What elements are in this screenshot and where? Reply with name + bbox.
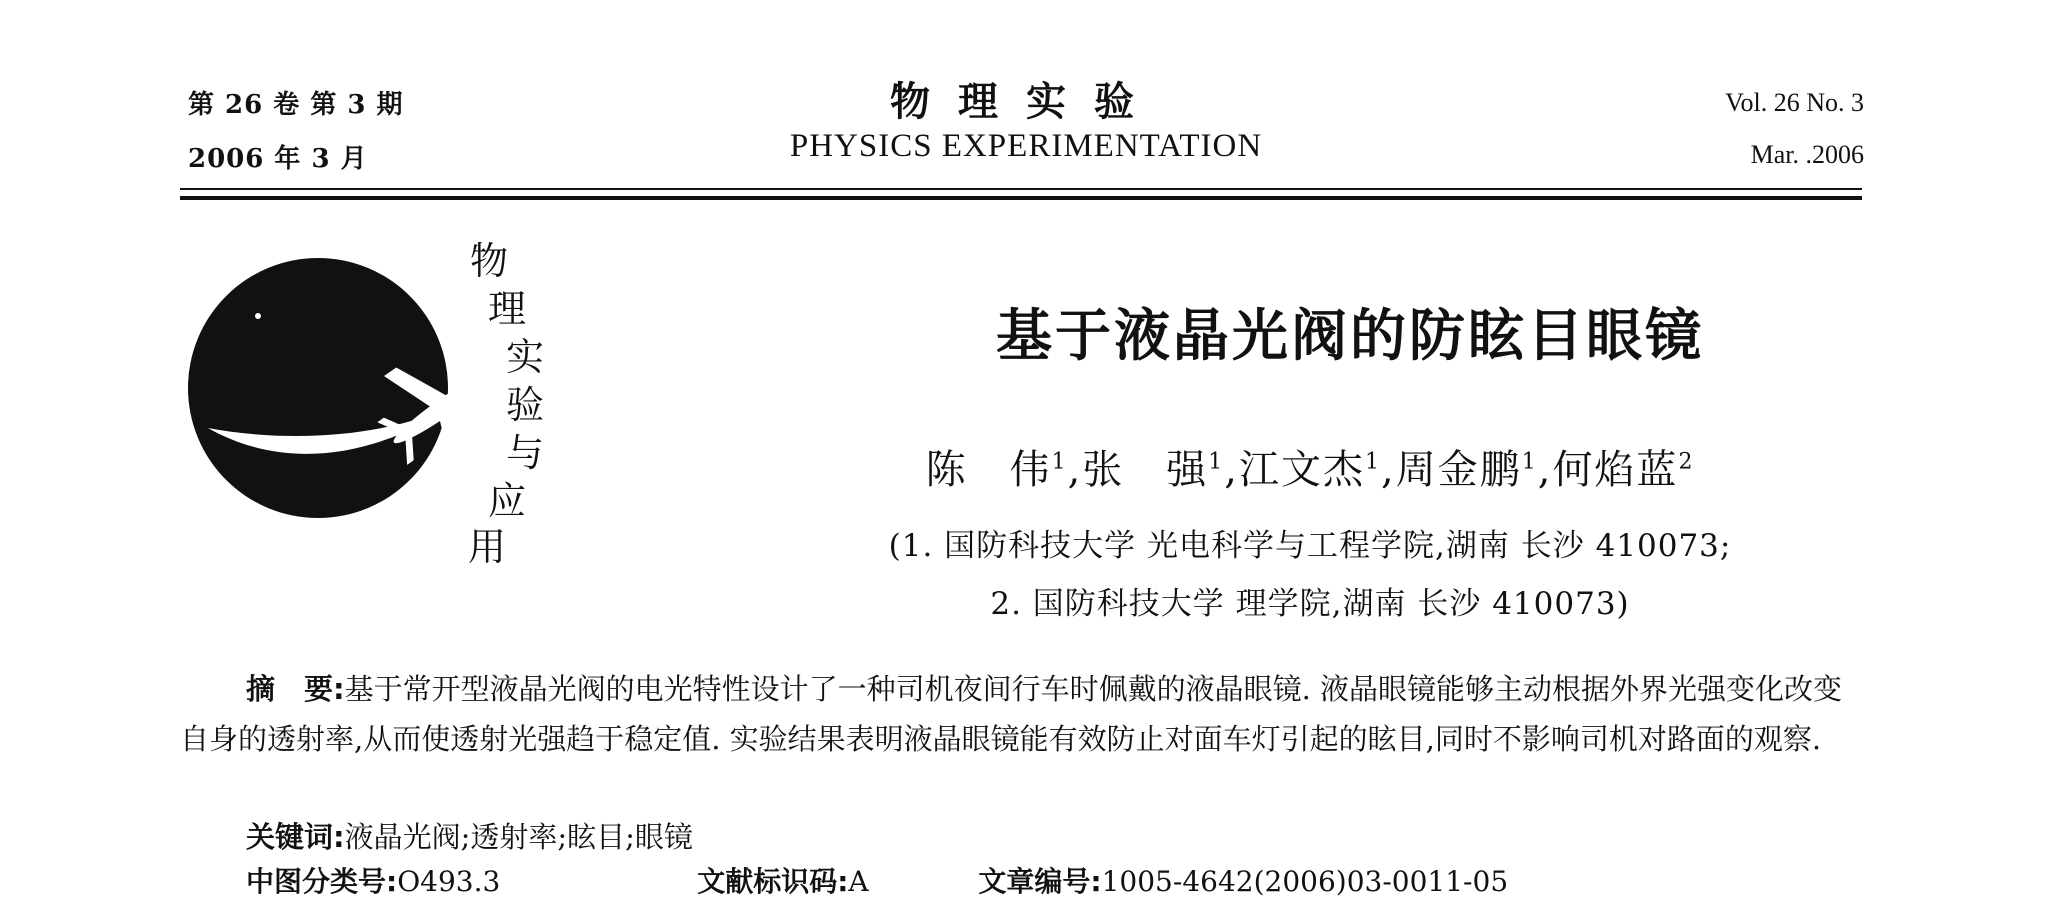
abstract-text: 基于常开型液晶光阀的电光特性设计了一种司机夜间行车时佩戴的液晶眼镜. 液晶眼镜能够主动根据外界光强变化改变自身的透射率,从而使透射光强趋于稳定值. 实验结果表明液晶眼镜能有效防止对面车灯引起的眩目,同时不影响司机对路面的观察.	[180, 672, 1843, 756]
article-number-label: 文章编号:	[978, 865, 1102, 898]
volume-issue: 第 26 卷 第 3 期	[188, 90, 404, 120]
classification-line	[246, 860, 1508, 900]
logo-char: 验	[506, 383, 545, 427]
doc-code-label: 文献标识码:	[697, 865, 849, 898]
journal-title-en: PHYSICS EXPERIMENTATION	[789, 128, 1263, 164]
clc-label: 中图分类号:	[246, 865, 398, 898]
author-affiliation-mark: 2	[1678, 449, 1695, 475]
author-name: 陈 伟	[925, 447, 1052, 493]
abstract-label: 摘 要:	[246, 672, 345, 706]
journal-logo	[188, 228, 588, 568]
journal-title-cn: 物理实验	[890, 78, 1162, 125]
logo-char: 用	[468, 525, 507, 569]
author-name: 周金鹏	[1395, 447, 1522, 493]
author-affiliation-mark: 1	[1521, 449, 1538, 475]
logo-char: 与	[506, 431, 545, 475]
header-rule-thick	[180, 196, 1862, 200]
author-name: 何焰蓝	[1552, 447, 1679, 493]
header-rule-thin	[180, 188, 1862, 190]
volume-number-en: Vol. 26 No. 3	[1725, 88, 1864, 117]
logo-char: 物	[470, 239, 509, 283]
affiliation-2: 2. 国防科技大学 理学院,湖南 长沙 410073)	[990, 586, 1630, 622]
keywords-text: 液晶光阀;透射率;眩目;眼镜	[344, 820, 693, 854]
author-list: 陈 伟$^1$,张 强$^1$,江文杰$^1$,周金鹏$^1$,何焰蓝$^2$	[925, 447, 1695, 493]
article-title: 基于液晶光阀的防眩目眼镜	[996, 304, 1704, 369]
affiliation-1: (1. 国防科技大学 光电科学与工程学院,湖南 长沙 410073;	[888, 528, 1732, 564]
abstract	[180, 664, 1864, 764]
author-affiliation-mark: 1	[1051, 449, 1068, 475]
logo-char: 理	[488, 287, 527, 331]
author-name: 张 强	[1082, 447, 1209, 493]
clc-value: O493.3	[397, 865, 501, 898]
keywords	[246, 812, 1846, 862]
publication-date-en: Mar. .2006	[1750, 140, 1864, 169]
logo-char: 应	[488, 479, 527, 523]
author-affiliation-mark: 1	[1365, 449, 1381, 475]
article-number-value: 1005-4642(2006)03-0011-05	[1101, 865, 1509, 898]
logo-char: 实	[506, 335, 545, 379]
author-affiliation-mark: 1	[1208, 449, 1225, 475]
doc-code-value: A	[848, 865, 869, 898]
publication-date: 2006 年 3 月	[188, 144, 368, 174]
author-name: 江文杰	[1239, 447, 1365, 493]
keywords-label: 关键词:	[246, 820, 345, 854]
